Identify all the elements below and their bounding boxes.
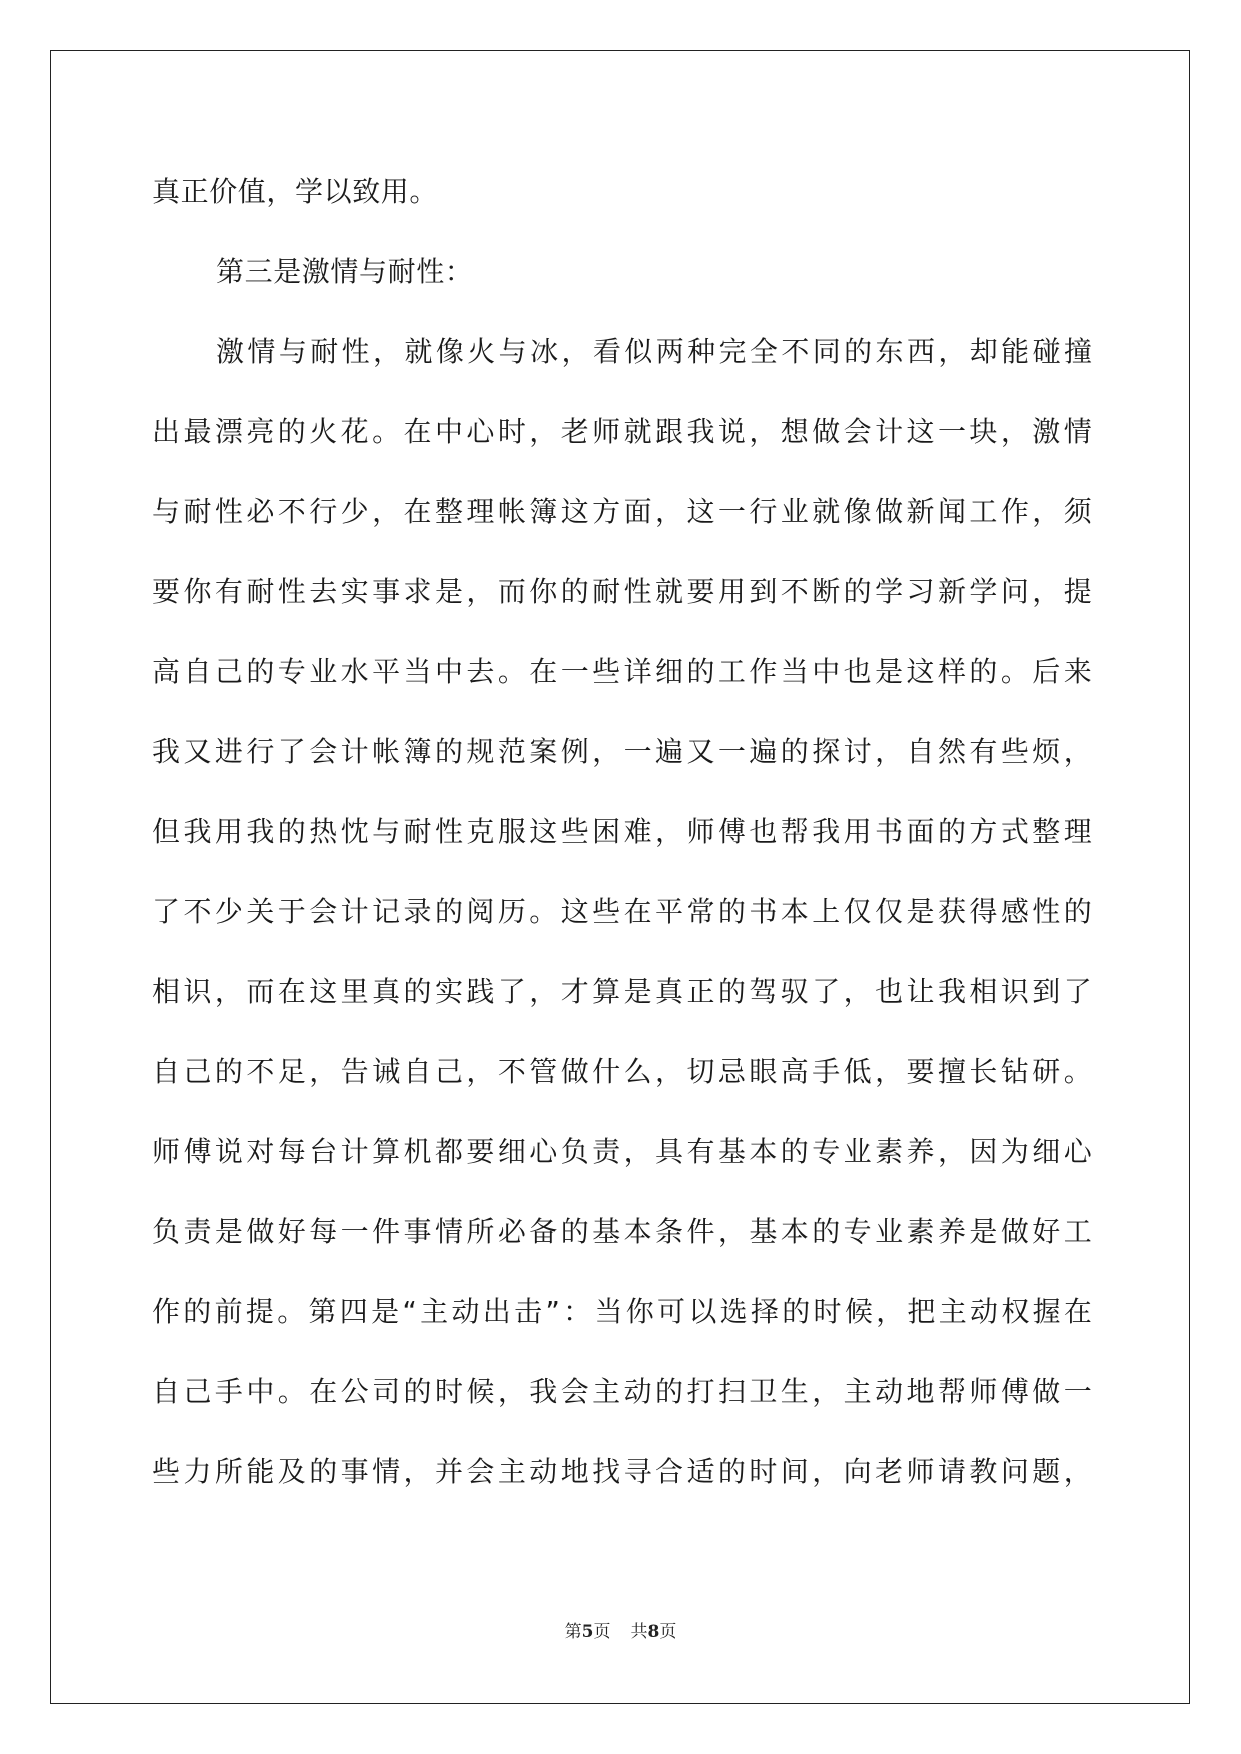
text-line: 激 情 与 耐 性 ， 就 像 火 与 冰 ， 看 似 两 种 完 全 不 同 的 东 西 ， 却 能 碰 撞 — [216, 335, 1092, 368]
text-line: 第三是激情与耐性： — [216, 255, 474, 288]
text-line: 作 的 前 提 。 第 四 是 “ 主 动 出 击 ” ： 当 你 可 以 选 择 的 时 候 ， 把 主 动 权 握 在 — [152, 1295, 1092, 1328]
footer-total-suffix: 页 — [659, 1622, 677, 1642]
text-line: 相 识 ， 而 在 这 里 真 的 实 践 了 ， 才 算 是 真 正 的 驾 驭 了 ， 也 让 我 相 识 到 了 — [152, 975, 1092, 1008]
text-line: 些 力 所 能 及 的 事 情 ， 并 会 主 动 地 找 寻 合 适 的 时 间 ， 向 老 师 请 教 问 题 ， — [152, 1455, 1092, 1488]
text-line: 高 自 己 的 专 业 水 平 当 中 去 。 在 一 些 详 细 的 工 作 当 中 也 是 这 样 的 。 后 来 — [152, 655, 1092, 688]
footer-page-number: 5 — [581, 1622, 594, 1642]
text-line: 真正价值，学以致用。 — [152, 175, 439, 208]
text-line: 我 又 进 行 了 会 计 帐 簿 的 规 范 案 例 ， 一 遍 又 一 遍 的 探 讨 ， 自 然 有 些 烦 ， — [152, 735, 1092, 768]
text-line: 但 我 用 我 的 热 忱 与 耐 性 克 服 这 些 困 难 ， 师 傅 也 帮 我 用 书 面 的 方 式 整 理 — [152, 815, 1092, 848]
text-line: 负 责 是 做 好 每 一 件 事 情 所 必 备 的 基 本 条 件 ， 基 本 的 专 业 素 养 是 做 好 工 — [152, 1215, 1092, 1248]
footer-prefix: 第 — [564, 1622, 582, 1642]
footer-page-suffix: 页 — [593, 1622, 611, 1642]
text-line: 出 最 漂 亮 的 火 花 。 在 中 心 时 ， 老 师 就 跟 我 说 ， 想 做 会 计 这 一 块 ， 激 情 — [152, 415, 1092, 448]
text-line: 自 己 的 不 足 ， 告 诫 自 己 ， 不 管 做 什 么 ， 切 忌 眼 高 手 低 ， 要 擅 长 钻 研 。 — [152, 1055, 1092, 1088]
text-line: 要 你 有 耐 性 去 实 事 求 是 ， 而 你 的 耐 性 就 要 用 到 不 断 的 学 习 新 学 问 ， 提 — [152, 575, 1092, 608]
page-footer — [0, 1617, 1241, 1642]
document-body — [152, 152, 1092, 1512]
footer-total-prefix: 共 — [630, 1622, 648, 1642]
text-line: 师 傅 说 对 每 台 计 算 机 都 要 细 心 负 责 ， 具 有 基 本 的 专 业 素 养 ， 因 为 细 心 — [152, 1135, 1092, 1168]
text-line: 自 己 手 中 。 在 公 司 的 时 候 ， 我 会 主 动 的 打 扫 卫 生 ， 主 动 地 帮 师 傅 做 一 — [152, 1375, 1092, 1408]
text-line: 与 耐 性 必 不 行 少 ， 在 整 理 帐 簿 这 方 面 ， 这 一 行 业 就 像 做 新 闻 工 作 ， 须 — [152, 495, 1092, 528]
text-line: 了 不 少 关 于 会 计 记 录 的 阅 历 。 这 些 在 平 常 的 书 本 上 仅 仅 是 获 得 感 性 的 — [152, 895, 1092, 928]
footer-total-pages: 8 — [647, 1622, 660, 1642]
